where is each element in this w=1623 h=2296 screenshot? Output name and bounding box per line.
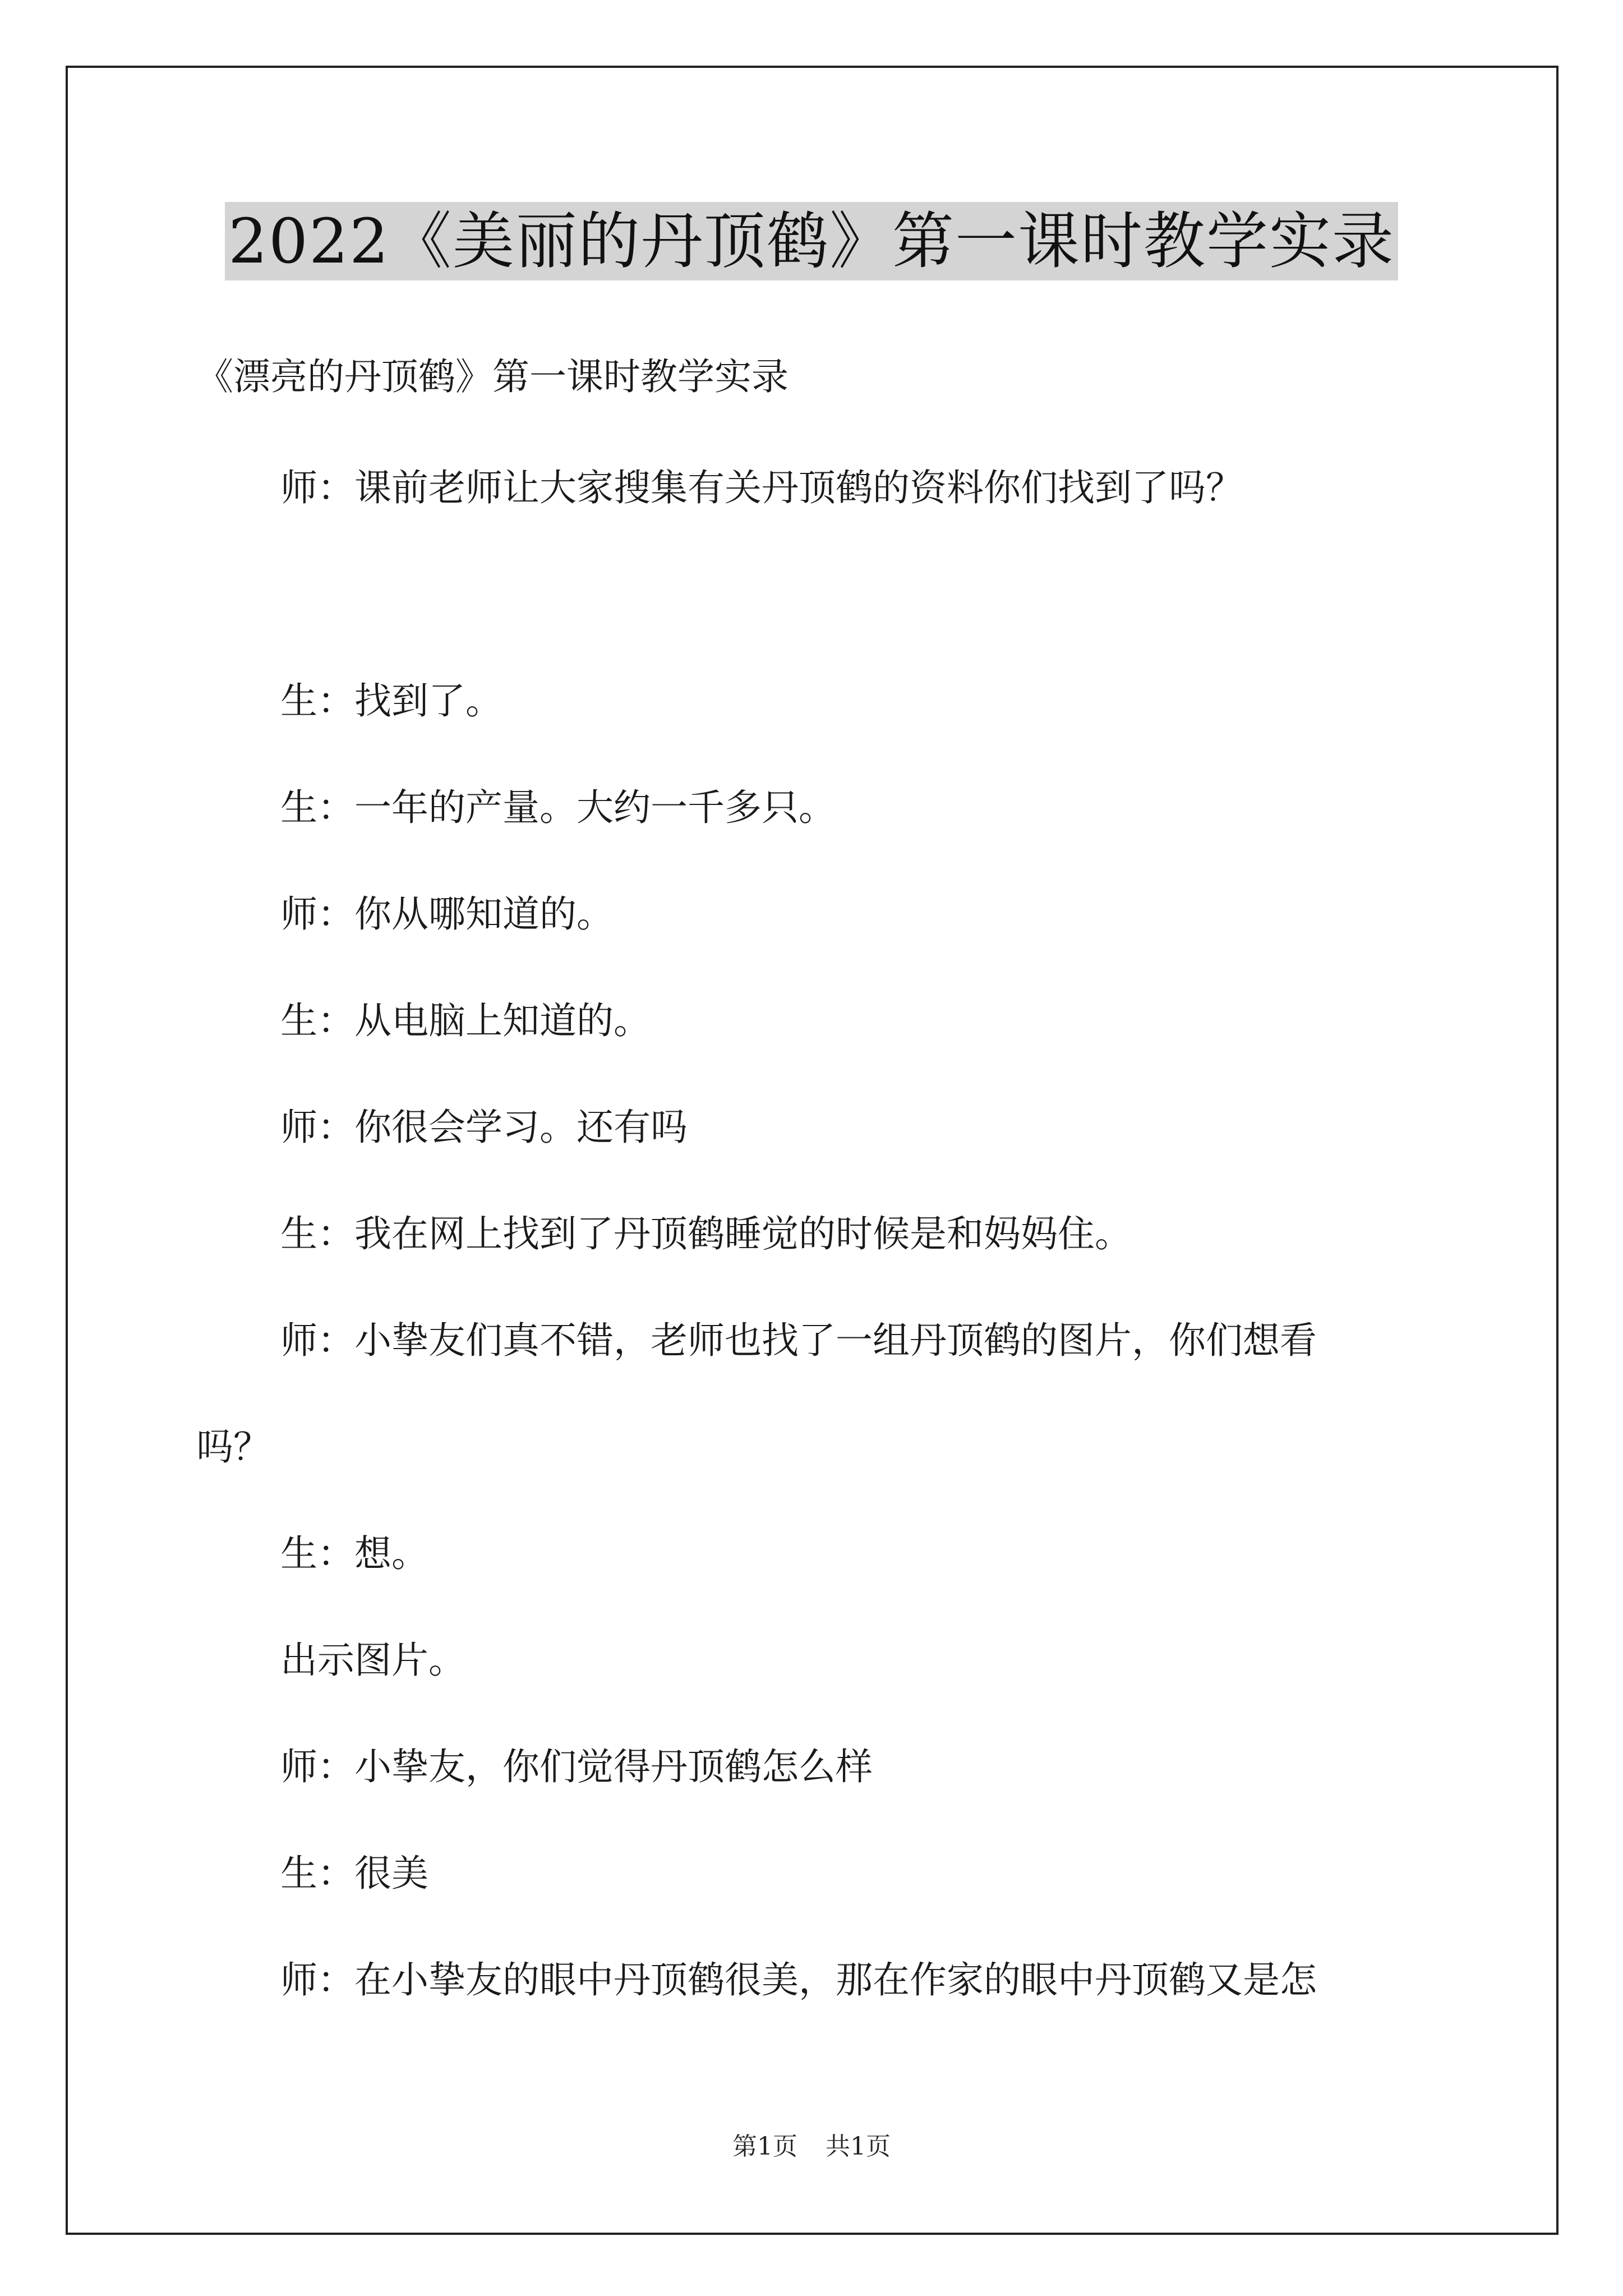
paragraph: 生：从电脑上知道的。 [280,999,651,1042]
document-subtitle: 《漂亮的丹顶鹤》第一课时教学实录 [196,355,789,398]
paragraph: 师：你从哪知道的。 [280,892,614,936]
paragraph: 生：找到了。 [280,679,502,723]
paragraph: 师：在小挚友的眼中丹顶鹤很美，那在作家的眼中丹顶鹤又是怎 [280,1958,1317,2001]
paragraph-continuation: 吗？ [196,1425,270,1469]
page-number: 第1页 [732,2132,797,2161]
paragraph: 师：小挚友，你们觉得丹顶鹤怎么样 [280,1745,873,1788]
page-total: 共1页 [826,2132,891,2161]
paragraph: 生：很美 [280,1852,428,1895]
paragraph: 师：小挚友们真不错，老师也找了一组丹顶鹤的图片，你们想看 [280,1319,1317,1362]
paragraph: 生：想。 [280,1532,428,1575]
paragraph: 生：一年的产量。大约一千多只。 [280,786,836,829]
paragraph: 出示图片。 [280,1639,465,1682]
paragraph: 生：我在网上找到了丹顶鹤睡觉的时候是和妈妈住。 [280,1212,1132,1255]
paragraph: 师：课前老师让大家搜集有关丹顶鹤的资料你们找到了吗？ [280,466,1243,509]
paragraph: 师：你很会学习。还有吗 [280,1106,688,1149]
title-container [0,202,1623,280]
page-footer [0,2126,1623,2162]
document-title: 2022《美丽的丹顶鹤》第一课时教学实录 [225,202,1398,280]
